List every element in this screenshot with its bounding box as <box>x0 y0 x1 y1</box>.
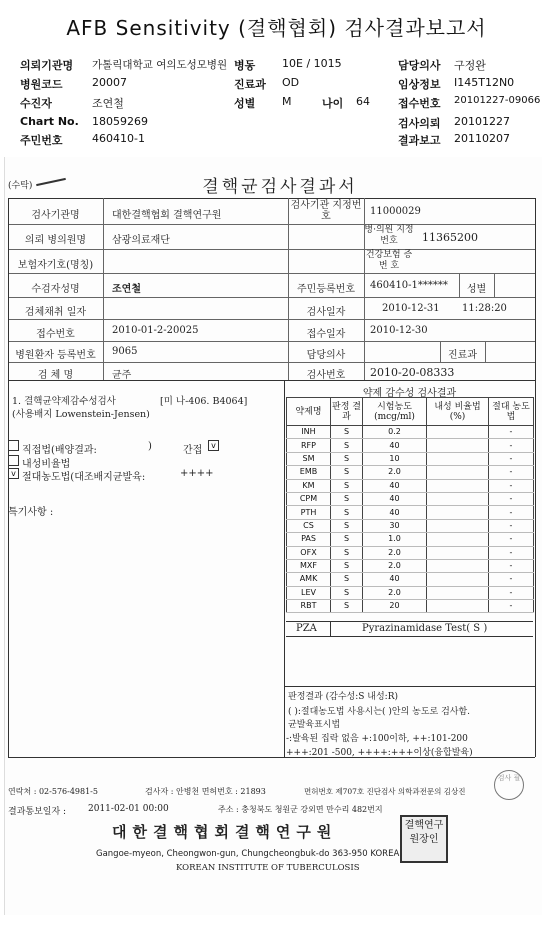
drug-row <box>287 546 534 559</box>
drug-name-cell: CPM <box>287 492 331 505</box>
drug-ratio-cell <box>427 479 489 492</box>
col-absolute: 절대 농도법 <box>489 398 534 426</box>
drug-ratio-cell <box>427 559 489 572</box>
drug-result-cell: S <box>331 466 363 479</box>
drug-conc-cell: 1.0 <box>363 533 427 546</box>
direct-method-close: ) <box>148 441 152 452</box>
drug-result-cell: S <box>331 559 363 572</box>
drug-result-cell: S <box>331 439 363 452</box>
department-value: OD <box>282 76 300 89</box>
resident-no-label: 주민번호 <box>20 134 63 147</box>
drug-row <box>287 519 534 532</box>
inspection-stamp: 검사 필 <box>494 770 524 800</box>
doctor-label: 담당의사 <box>398 59 441 72</box>
drug-abs-cell: - <box>489 506 534 519</box>
test-no-value: 2010-20-08333 <box>370 366 455 379</box>
drug-conc-cell: 40 <box>363 506 427 519</box>
org-en: KOREAN INSTITUTE OF TUBERCULOSIS <box>176 863 360 873</box>
drug-abs-cell: - <box>489 479 534 492</box>
drug-ratio-cell <box>427 600 489 613</box>
resident-form-label: 주민등록번호 <box>297 284 355 295</box>
note-line1: 판정결과 (감수성:S 내성:R) <box>288 692 398 702</box>
drug-name-cell: LEV <box>287 586 331 599</box>
receipt-no-value: 20101227-09066 <box>454 95 541 106</box>
sex-label: 성별 <box>234 97 256 110</box>
rcpt-no-label: 접수번호 <box>36 329 75 340</box>
drug-abs-cell: - <box>489 452 534 465</box>
specimen-value: 균주 <box>112 370 132 381</box>
note-line3: 균발육표시법 <box>288 720 341 730</box>
notice-date-value: 2011-02-01 00:00 <box>88 804 169 814</box>
seal-text: 결핵연구원장인 <box>404 820 444 845</box>
drug-name-cell: CS <box>287 519 331 532</box>
official-seal <box>400 815 448 863</box>
sex-form-label: 성별 <box>466 284 487 295</box>
drug-name-cell: AMK <box>287 573 331 586</box>
drug-result-cell: S <box>331 452 363 465</box>
remarks-label: 특기사항 : <box>8 507 54 518</box>
drug-conc-cell: 10 <box>363 452 427 465</box>
health-ins-label: 건강보험 증 번 호 <box>365 250 413 271</box>
lab-name-value: 대한결핵협회 결핵연구원 <box>112 210 222 221</box>
institution-label: 의뢰기관명 <box>20 59 74 72</box>
sex-value: M <box>282 95 292 108</box>
test-time-value: 11:28:20 <box>462 303 507 314</box>
note-line2: ( ):절대농도법 사용시는( )안의 농도로 검사함. <box>288 707 471 717</box>
drug-conc-cell: 2.0 <box>363 546 427 559</box>
drug-result-cell: S <box>331 519 363 532</box>
lab-no-label: 검사기관 지정번호 <box>290 200 362 222</box>
doctor-form-label: 담당의사 <box>306 350 346 361</box>
drug-conc-cell: 40 <box>363 573 427 586</box>
request-date-label: 검사의뢰 <box>398 117 441 130</box>
examinee-value: 조연철 <box>92 97 124 110</box>
footer-examiner: 검사자 : 안병천 면허번호 : 21893 <box>145 787 266 796</box>
drug-abs-cell: - <box>489 573 534 586</box>
drug-conc-cell: 30 <box>363 519 427 532</box>
dept-form-label: 진료과 <box>448 350 477 361</box>
drug-row <box>287 533 534 546</box>
col-ratio: 내성 비율법(%) <box>427 398 489 426</box>
rcpt-date-label: 접수일자 <box>306 329 346 340</box>
reg-no-label: 병원환자 등록번호 <box>15 350 96 361</box>
examinee-form-value: 조연철 <box>112 284 141 295</box>
drug-row <box>287 573 534 586</box>
results-section-title: 약제 감수성 검사결과 <box>362 388 457 399</box>
drug-row <box>287 439 534 452</box>
report-date-label: 결과보고 <box>398 134 441 147</box>
drug-result-cell: S <box>331 600 363 613</box>
drug-conc-cell: 2.0 <box>363 466 427 479</box>
drug-name-cell: INH <box>287 426 331 439</box>
req-clinic-label: 의뢰 병의원명 <box>24 235 87 246</box>
indirect-checkbox[interactable]: v <box>208 440 219 451</box>
drug-name-cell: RFP <box>287 439 331 452</box>
col-result: 판정 결과 <box>331 398 363 426</box>
specimen-label: 검 체 명 <box>37 370 74 381</box>
reg-no-value: 9065 <box>112 346 138 357</box>
drug-name-cell: SM <box>287 452 331 465</box>
drug-conc-cell: 40 <box>363 439 427 452</box>
drug-abs-cell: - <box>489 559 534 572</box>
hospital-code-label: 병원코드 <box>20 78 63 91</box>
test-date-value: 2010-12-31 <box>382 303 440 314</box>
drug-abs-cell: - <box>489 426 534 439</box>
absolute-conc-value: ++++ <box>180 468 214 479</box>
req-clinic-value: 삼광의료재단 <box>112 235 170 246</box>
direct-method-label: 직접법(배양결과: <box>22 445 97 456</box>
drug-name-cell: PAS <box>287 533 331 546</box>
drug-abs-cell: - <box>489 533 534 546</box>
susceptibility-table <box>286 397 534 613</box>
lab-name-label: 검사기관명 <box>31 210 80 221</box>
drug-name-cell: PTH <box>287 506 331 519</box>
clinical-info-label: 임상정보 <box>398 78 441 91</box>
clinic-no-value: 11365200 <box>422 231 478 244</box>
footer-phone: 연락처 : 02-576-4981-5 <box>8 787 98 796</box>
collect-date-label: 검체채취 일자 <box>24 307 87 318</box>
drug-ratio-cell <box>427 452 489 465</box>
note-line4: -:발육된 집락 없음 +:100이하, ++:101-200 <box>286 734 468 744</box>
drug-conc-cell: 40 <box>363 479 427 492</box>
drug-abs-cell: - <box>489 466 534 479</box>
drug-result-cell: S <box>331 573 363 586</box>
drug-ratio-cell <box>427 506 489 519</box>
indirect-label: 간접 <box>183 445 203 456</box>
report-title: AFB Sensitivity (결핵협회) 검사결과보고서 <box>66 16 487 40</box>
resistance-ratio-label: 내성비율법 <box>22 459 71 470</box>
drug-conc-cell: 2.0 <box>363 559 427 572</box>
drug-result-cell: S <box>331 546 363 559</box>
drug-result-cell: S <box>331 533 363 546</box>
drug-ratio-cell <box>427 426 489 439</box>
org-name: 대한결핵협회결핵연구원 <box>112 823 338 841</box>
age-label: 나이 <box>322 97 344 110</box>
absolute-conc-checkbox[interactable]: v <box>8 468 19 479</box>
ward-label: 병동 <box>234 59 256 72</box>
drug-conc-cell: 2.0 <box>363 586 427 599</box>
drug-abs-cell: - <box>489 546 534 559</box>
drug-row <box>287 559 534 572</box>
examinee-label: 수진자 <box>20 97 52 110</box>
resident-no-value: 460410-1 <box>92 132 145 145</box>
method-line2: (사용배지 Lowenstein-Jensen) <box>12 409 150 420</box>
report-date-value: 20110207 <box>454 132 510 145</box>
rcpt-no-value: 2010-01-2-20025 <box>112 325 199 336</box>
request-date-value: 20101227 <box>454 115 510 128</box>
method-line1: 1. 결핵균약제감수성검사 <box>12 396 116 407</box>
footer-address: 주소 : 충청북도 청원군 강외면 만수리 482번지 <box>218 805 383 814</box>
drug-ratio-cell <box>427 533 489 546</box>
drug-name-cell: RBT <box>287 600 331 613</box>
clinical-info-value: I145T12N0 <box>454 76 515 89</box>
drug-result-cell: S <box>331 492 363 505</box>
drug-conc-cell: 40 <box>363 492 427 505</box>
resident-form-value: 460410-1****** <box>370 280 448 291</box>
footer-license: 면허번호 제707호 진단검사 의학과전문의 김상진 <box>304 787 466 796</box>
test-no-label: 검사번호 <box>306 370 346 381</box>
institution-value: 가톨릭대학교 여의도성모병원 <box>92 59 228 71</box>
drug-row <box>287 506 534 519</box>
absolute-conc-label: 절대농도법(대조배지균발육: <box>22 472 146 483</box>
drug-abs-cell: - <box>489 519 534 532</box>
method-code: [미 나-406. B4064] <box>160 396 248 407</box>
col-drug: 약제명 <box>287 398 331 426</box>
doctor-value: 구정완 <box>454 59 486 72</box>
pza-value: Pyrazinamidase Test( S ) <box>362 623 488 634</box>
drug-ratio-cell <box>427 519 489 532</box>
direct-method-checkbox[interactable] <box>8 440 19 451</box>
drug-abs-cell: - <box>489 492 534 505</box>
notice-date-label: 결과통보일자 : <box>8 807 67 817</box>
drug-abs-cell: - <box>489 586 534 599</box>
test-date-label: 검사일자 <box>306 307 346 318</box>
drug-row <box>287 600 534 613</box>
age-value: 64 <box>356 95 370 108</box>
lab-no-value: 11000029 <box>370 206 421 217</box>
drug-row <box>287 452 534 465</box>
drug-name-cell: KM <box>287 479 331 492</box>
drug-ratio-cell <box>427 546 489 559</box>
drug-abs-cell: - <box>489 600 534 613</box>
department-label: 진료과 <box>234 78 266 91</box>
drug-ratio-cell <box>427 439 489 452</box>
examinee-form-label: 수검자성명 <box>31 284 80 295</box>
ward-value: 10E / 1015 <box>282 57 342 70</box>
resistance-ratio-checkbox[interactable] <box>8 455 19 466</box>
drug-ratio-cell <box>427 466 489 479</box>
drug-conc-cell: 0.2 <box>363 426 427 439</box>
clinic-no-label: 병·의원 지정번호 <box>364 225 414 246</box>
drug-result-cell: S <box>331 506 363 519</box>
drug-result-cell: S <box>331 426 363 439</box>
drug-row <box>287 466 534 479</box>
drug-conc-cell: 20 <box>363 600 427 613</box>
drug-name-cell: OFX <box>287 546 331 559</box>
drug-row <box>287 492 534 505</box>
drug-ratio-cell <box>427 573 489 586</box>
drug-row <box>287 586 534 599</box>
receipt-no-label: 접수번호 <box>398 97 441 110</box>
address-en: Gangoe-myeon, Cheongwon-gun, Chungcheongbuk-do 363-950 KOREA <box>96 849 400 859</box>
drug-abs-cell: - <box>489 439 534 452</box>
drug-name-cell: MXF <box>287 559 331 572</box>
pza-label: PZA <box>296 623 317 634</box>
drug-row <box>287 479 534 492</box>
chart-no-label: Chart No. <box>20 115 79 128</box>
chart-no-value: 18059269 <box>92 115 148 128</box>
drug-ratio-cell <box>427 586 489 599</box>
insurer-label: 보험자기호(명칭) <box>17 260 94 271</box>
col-conc: 시험농도 (mcg/ml) <box>363 398 427 426</box>
drug-result-cell: S <box>331 479 363 492</box>
drug-ratio-cell <box>427 492 489 505</box>
drug-result-cell: S <box>331 586 363 599</box>
form-title: 결핵균검사결과서 <box>202 177 358 197</box>
hospital-code-value: 20007 <box>92 76 127 89</box>
drug-row <box>287 426 534 439</box>
drug-name-cell: EMB <box>287 466 331 479</box>
stamp-note: (수탁) <box>8 181 33 191</box>
note-line5: +++:201 -500, ++++:+++이상(융합발육) <box>286 748 473 758</box>
rcpt-date-value: 2010-12-30 <box>370 325 428 336</box>
